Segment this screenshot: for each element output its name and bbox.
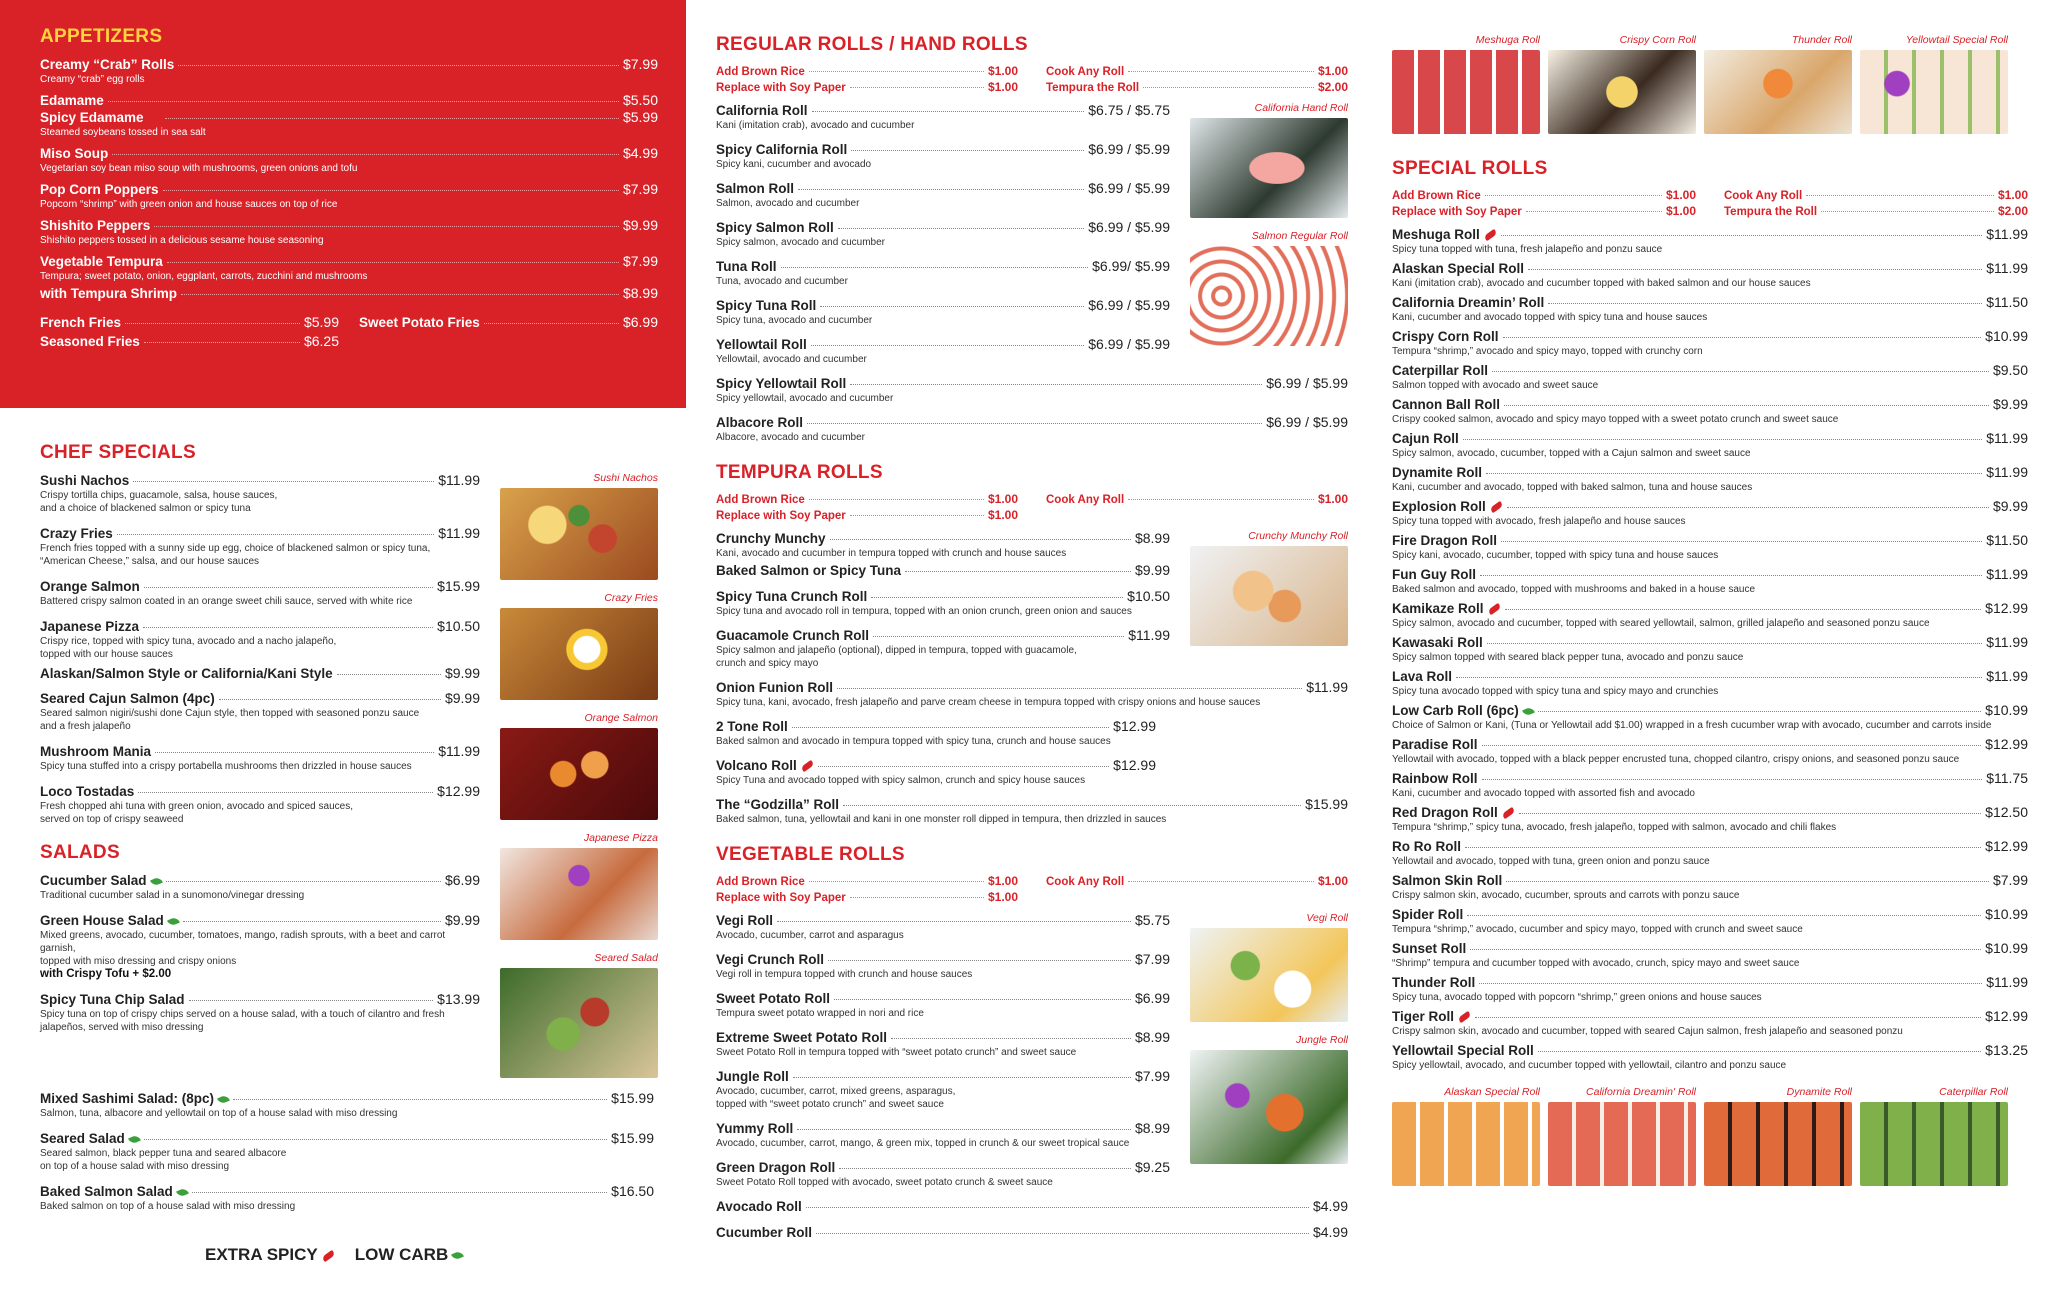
menu-item: Spicy Edamame $5.99 Steamed soybeans tossed in sea salt xyxy=(40,109,658,138)
menu-item: Edamame $5.50 xyxy=(40,92,658,108)
menu-item: Alaskan Special Roll $11.99 Kani (imitation crab), avocado and cucumber topped with baked salmon and our house sauces xyxy=(1392,260,2028,289)
addons: Add Brown Rice $1.00 Cook Any Roll $1.00 Replace with Soy Paper $1.00 xyxy=(716,492,1348,522)
menu-item: Jungle Roll $7.99 Avocado, cucumber, carrot, mixed greens, asparagus, topped with “sweet potato crunch” and sweet sauce xyxy=(716,1068,1170,1110)
bottom-photo-strip: Alaskan Special Roll California Dreamin' Roll Dynamite Roll Caterpillar Roll xyxy=(1392,1086,2028,1186)
regular-roll-photos: California Hand Roll Salmon Regular Roll xyxy=(1190,102,1348,375)
low-carb-icon xyxy=(150,876,163,887)
menu-item: Green House Salad $9.99 Mixed greens, avocado, cucumber, tomatoes, mango, radish sprouts, with a beet and carrot garnish, topped with miso dressing and crispy onions with Crispy Tofu + $2.00 xyxy=(40,912,480,980)
menu-item: Meshuga Roll $11.99 Spicy tuna topped with tuna, fresh jalapeño and ponzu sauce xyxy=(1392,226,2028,255)
menu-item: Baked Salmon or Spicy Tuna $9.99 xyxy=(716,562,1170,578)
menu-item: Spider Roll $10.99 Tempura “shrimp,” avocado, cucumber and spicy mayo, topped with crunch and sweet sauce xyxy=(1392,906,2028,935)
menu-item: Sweet Potato Roll $6.99 Tempura sweet potato wrapped in nori and rice xyxy=(716,990,1170,1019)
menu-item: Explosion Roll $9.99 Spicy tuna topped with avocado, fresh jalapeño and house sauces xyxy=(1392,498,2028,527)
top-photo-strip: Meshuga Roll Crispy Corn Roll Thunder Roll Yellowtail Special Roll xyxy=(1392,34,2028,134)
menu-item: Yellowtail Roll $6.99 / $5.99 Yellowtail, avocado and cucumber xyxy=(716,336,1170,365)
menu-item: Kawasaki Roll $11.99 Spicy salmon topped with seared black pepper tuna, avocado and ponzu sauce xyxy=(1392,634,2028,663)
right-column xyxy=(1366,0,2048,1186)
menu-item: Cucumber Salad $6.99 Traditional cucumber salad in a sunomono/vinegar dressing xyxy=(40,872,480,901)
menu-item: Yummy Roll $8.99 Avocado, cucumber, carrot, mango, & green mix, topped in crunch & our sweet tropical sauce xyxy=(716,1120,1170,1149)
menu-item: 2 Tone Roll $12.99 Baked salmon and avocado in tempura topped with spicy tuna, crunch and house sauces xyxy=(716,718,1156,747)
left-column xyxy=(0,0,686,1219)
salads-title: SALADS xyxy=(40,842,120,863)
menu-item: Seared Salad $15.99 Seared salmon, black pepper tuna and seared albacore on top of a house salad with miso dressing xyxy=(40,1130,654,1172)
crazy-fries-photo xyxy=(500,608,658,700)
regular-rolls-title: REGULAR ROLLS / HAND ROLLS xyxy=(716,34,1028,55)
special-rolls-list xyxy=(1392,226,2028,1072)
menu-item: Volcano Roll $12.99 Spicy Tuna and avocado topped with spicy salmon, crunch and spicy house sauces xyxy=(716,757,1156,786)
menu-item: Crispy Corn Roll $10.99 Tempura “shrimp,” avocado and spicy mayo, topped with crunchy corn xyxy=(1392,328,2028,357)
menu-item: Avocado Roll $4.99 xyxy=(716,1198,1348,1214)
chef-specials-title: CHEF SPECIALS xyxy=(40,442,196,463)
menu-item: Spicy Tuna Crunch Roll $10.50 Spicy tuna and avocado roll in tempura, topped with an onion crunch, green onion and sauces xyxy=(716,588,1170,617)
menu-item: Creamy “Crab” Rolls $7.99 Creamy “crab” egg rolls xyxy=(40,56,658,85)
addons: Add Brown Rice $1.00 Cook Any Roll $1.00 Replace with Soy Paper $1.00 Tempura the Roll $2.00 xyxy=(1392,188,2028,218)
legend: EXTRA SPICY LOW CARB xyxy=(205,1245,463,1265)
menu-item: French Fries $5.99 xyxy=(40,314,339,330)
vegetable-roll-photos: Vegi Roll Jungle Roll xyxy=(1190,912,1348,1198)
addons: Add Brown Rice $1.00 Cook Any Roll $1.00 Replace with Soy Paper $1.00 Tempura the Roll $2.00 xyxy=(716,64,1348,94)
menu-item: Seared Cajun Salmon (4pc) $9.99 Seared salmon nigiri/sushi done Cajun style, then topped with seasoned ponzu sauce and a fresh jalapeño xyxy=(40,690,480,732)
menu-item: Cucumber Roll $4.99 xyxy=(716,1224,1348,1240)
alaskan-special-roll-photo xyxy=(1392,1102,1540,1186)
menu-item: Vegi Crunch Roll $7.99 Vegi roll in tempura topped with crunch and house sauces xyxy=(716,951,1170,980)
menu-item: Sunset Roll $10.99 “Shrimp” tempura and cucumber topped with avocado, crunch, spicy mayo and sweet sauce xyxy=(1392,940,2028,969)
spicy-icon xyxy=(1489,501,1503,513)
menu-item: Japanese Pizza $10.50 Crispy rice, topped with spicy tuna, avocado and a nacho jalapeño, topped with our house sauces xyxy=(40,618,480,660)
seared-salad-photo xyxy=(500,968,658,1078)
menu-item: Caterpillar Roll $9.50 Salmon topped with avocado and sweet sauce xyxy=(1392,362,2028,391)
low-carb-icon xyxy=(128,1134,141,1145)
chef-photos: Sushi Nachos Crazy Fries Orange Salmon Japanese Pizza Seared Salad xyxy=(500,472,658,1090)
menu-item: Tiger Roll $12.99 Crispy salmon skin, avocado and cucumber, topped with seared Cajun salmon, fresh jalapeño and seasoned ponzu xyxy=(1392,1008,2028,1037)
meshuga-roll-photo xyxy=(1392,50,1540,134)
tempura-rolls-title: TEMPURA ROLLS xyxy=(716,462,883,483)
menu-item: Onion Funion Roll $11.99 Spicy tuna, kani, avocado, fresh jalapeño and parve cream cheese in tempura topped with crispy onions and house sauces xyxy=(716,679,1348,708)
dynamite-roll-photo xyxy=(1704,1102,1852,1186)
menu-item: Vegetable Tempura $7.99 Tempura; sweet potato, onion, eggplant, carrots, zucchini and mushrooms xyxy=(40,253,658,282)
spicy-icon xyxy=(1501,807,1515,819)
low-carb-icon xyxy=(451,1250,464,1261)
jungle-roll-photo xyxy=(1190,1050,1348,1164)
california-hand-roll-photo xyxy=(1190,118,1348,218)
menu-item: California Dreamin’ Roll $11.50 Kani, cucumber and avocado topped with spicy tuna and house sauces xyxy=(1392,294,2028,323)
spicy-icon xyxy=(147,112,161,124)
menu-item: Spicy Salmon Roll $6.99 / $5.99 Spicy salmon, avocado and cucumber xyxy=(716,219,1170,248)
menu-item: Shishito Peppers $9.99 Shishito peppers tossed in a delicious sesame house seasoning xyxy=(40,217,658,246)
menu-item: Sweet Potato Fries $6.99 xyxy=(359,314,658,330)
low-carb-icon xyxy=(176,1187,189,1198)
vegetable-rolls-title: VEGETABLE ROLLS xyxy=(716,844,905,865)
menu-item: The “Godzilla” Roll $15.99 Baked salmon, tuna, yellowtail and kani in one monster roll dipped in tempura, then drizzled in sauces xyxy=(716,796,1348,825)
menu-item: Guacamole Crunch Roll $11.99 Spicy salmon and jalapeño (optional), dipped in tempura, topped with guacamole, crunch and spicy mayo xyxy=(716,627,1170,669)
menu-item: Albacore Roll $6.99 / $5.99 Albacore, avocado and cucumber xyxy=(716,414,1348,443)
menu-item: Mixed Sashimi Salad: (8pc) $15.99 Salmon, tuna, albacore and yellowtail on top of a house salad with miso dressing xyxy=(40,1090,654,1119)
menu-item: Loco Tostadas $12.99 Fresh chopped ahi tuna with green onion, avocado and spiced sauces, served on top of crispy seaweed xyxy=(40,783,480,825)
orange-salmon-photo xyxy=(500,728,658,820)
menu-item: Red Dragon Roll $12.50 Tempura “shrimp,” spicy tuna, avocado, fresh jalapeño, topped with salmon, avocado and chili flakes xyxy=(1392,804,2028,833)
menu-item: Spicy Tuna Roll $6.99 / $5.99 Spicy tuna, avocado and cucumber xyxy=(716,297,1170,326)
menu-item: Seasoned Fries $6.25 xyxy=(40,333,339,349)
spicy-icon xyxy=(1487,603,1501,615)
tempura-roll-photos: Crunchy Munchy Roll xyxy=(1190,530,1348,679)
menu-item: Baked Salmon Salad $16.50 Baked salmon on top of a house salad with miso dressing xyxy=(40,1183,654,1212)
menu-item: with Tempura Shrimp $8.99 xyxy=(40,285,658,301)
menu-item: Alaskan/Salmon Style or California/Kani Style $9.99 xyxy=(40,665,480,681)
low-carb-icon xyxy=(217,1094,230,1105)
salmon-regular-roll-photo xyxy=(1190,246,1348,346)
california-dreamin-roll-photo xyxy=(1548,1102,1696,1186)
sushi-nachos-photo xyxy=(500,488,658,580)
menu-item: Pop Corn Poppers $7.99 Popcorn “shrimp” with green onion and house sauces on top of rice xyxy=(40,181,658,210)
menu-item: Thunder Roll $11.99 Spicy tuna, avocado topped with popcorn “shrimp,” green onions and house sauces xyxy=(1392,974,2028,1003)
menu-item: Tuna Roll $6.99/ $5.99 Tuna, avocado and cucumber xyxy=(716,258,1170,287)
menu-item: Fire Dragon Roll $11.50 Spicy kani, avocado, cucumber, topped with spicy tuna and house sauces xyxy=(1392,532,2028,561)
chef-specials-section xyxy=(0,408,686,1213)
menu-item: Mushroom Mania $11.99 Spicy tuna stuffed into a crispy portabella mushrooms then drizzled in house sauces xyxy=(40,743,480,772)
japanese-pizza-photo xyxy=(500,848,658,940)
menu-item: Crunchy Munchy $8.99 Kani, avocado and cucumber in tempura topped with crunch and house sauces xyxy=(716,530,1170,559)
menu-item: Low Carb Roll (6pc) $10.99 Choice of Salmon or Kani, (Tuna or Yellowtail add $1.00) wrapped in a fresh cucumber wrap with avocado, cucumber and carrots inside xyxy=(1392,702,2028,731)
low-carb-icon xyxy=(167,916,180,927)
thunder-roll-photo xyxy=(1704,50,1852,134)
addons: Add Brown Rice $1.00 Cook Any Roll $1.00 Replace with Soy Paper $1.00 xyxy=(716,874,1348,904)
menu-item: Vegi Roll $5.75 Avocado, cucumber, carrot and asparagus xyxy=(716,912,1170,941)
spicy-icon xyxy=(1457,1011,1471,1023)
menu-item: Spicy Tuna Chip Salad $13.99 Spicy tuna on top of crispy chips served on a house salad, with a touch of cilantro and fresh jalapeños, served with miso dressing xyxy=(40,991,480,1033)
menu-item: Spicy Yellowtail Roll $6.99 / $5.99 Spicy yellowtail, avocado and cucumber xyxy=(716,375,1348,404)
menu-item: Sushi Nachos $11.99 Crispy tortilla chips, guacamole, salsa, house sauces, and a choice of blackened salmon or spicy tuna xyxy=(40,472,480,514)
menu-item: Green Dragon Roll $9.25 Sweet Potato Roll topped with avocado, sweet potato crunch & sweet sauce xyxy=(716,1159,1170,1188)
menu-item: Cannon Ball Roll $9.99 Crispy cooked salmon, avocado and spicy mayo topped with a sweet potato crunch and sweet sauce xyxy=(1392,396,2028,425)
menu-item: Dynamite Roll $11.99 Kani, cucumber and avocado, topped with baked salmon, tuna and house sauces xyxy=(1392,464,2028,493)
menu-item: Fun Guy Roll $11.99 Baked salmon and avocado, topped with mushrooms and baked in a house sauce xyxy=(1392,566,2028,595)
middle-column xyxy=(686,0,1366,1247)
menu-item: Spicy California Roll $6.99 / $5.99 Spicy kani, cucumber and avocado xyxy=(716,141,1170,170)
menu-item: Miso Soup $4.99 Vegetarian soy bean miso soup with mushrooms, green onions and tofu xyxy=(40,145,658,174)
special-rolls-title: SPECIAL ROLLS xyxy=(1392,158,1548,179)
spicy-icon xyxy=(800,760,814,772)
crunchy-munchy-roll-photo xyxy=(1190,546,1348,646)
menu-item: Kamikaze Roll $12.99 Spicy salmon, avocado and cucumber, topped with seared yellowtail, salmon, grilled jalapeño and seasoned ponzu sauce xyxy=(1392,600,2028,629)
menu-item: Cajun Roll $11.99 Spicy salmon, avocado, cucumber, topped with a Cajun salmon and sweet sauce xyxy=(1392,430,2028,459)
appetizers-title: APPETIZERS xyxy=(40,26,163,47)
crispy-corn-roll-photo xyxy=(1548,50,1696,134)
menu-item: Crazy Fries $11.99 French fries topped with a sunny side up egg, choice of blackened salmon or spicy tuna, “American Cheese,” salsa, and our house sauces xyxy=(40,525,480,567)
menu-item: Ro Ro Roll $12.99 Yellowtail and avocado, topped with tuna, green onion and ponzu sauce xyxy=(1392,838,2028,867)
menu-item: Yellowtail Special Roll $13.25 Spicy yellowtail, avocado, and cucumber topped with yellowtail, cilantro and ponzu sauce xyxy=(1392,1042,2028,1071)
appetizers-section xyxy=(0,0,686,408)
low-carb-icon xyxy=(1522,706,1535,717)
menu-item: California Roll $6.75 / $5.75 Kani (imitation crab), avocado and cucumber xyxy=(716,102,1170,131)
spicy-icon xyxy=(1483,229,1497,241)
spicy-icon xyxy=(321,1249,335,1261)
menu-item: Paradise Roll $12.99 Yellowtail with avocado, topped with a black pepper encrusted tuna, chopped cilantro, crispy onions, and seasoned ponzu sauce xyxy=(1392,736,2028,765)
caterpillar-roll-photo xyxy=(1860,1102,2008,1186)
menu-item: Lava Roll $11.99 Spicy tuna avocado topped with spicy tuna and spicy mayo and crunchies xyxy=(1392,668,2028,697)
menu-item: Salmon Roll $6.99 / $5.99 Salmon, avocado and cucumber xyxy=(716,180,1170,209)
menu-item: Orange Salmon $15.99 Battered crispy salmon coated in an orange sweet chili sauce, served with white rice xyxy=(40,578,480,607)
menu-item: Extreme Sweet Potato Roll $8.99 Sweet Potato Roll in tempura topped with “sweet potato crunch” and sweet sauce xyxy=(716,1029,1170,1058)
yellowtail-special-roll-photo xyxy=(1860,50,2008,134)
menu-item: Salmon Skin Roll $7.99 Crispy salmon skin, avocado, cucumber, sprouts and carrots with ponzu sauce xyxy=(1392,872,2028,901)
vegi-roll-photo xyxy=(1190,928,1348,1022)
menu-item: Rainbow Roll $11.75 Kani, cucumber and avocado topped with assorted fish and avocado xyxy=(1392,770,2028,799)
